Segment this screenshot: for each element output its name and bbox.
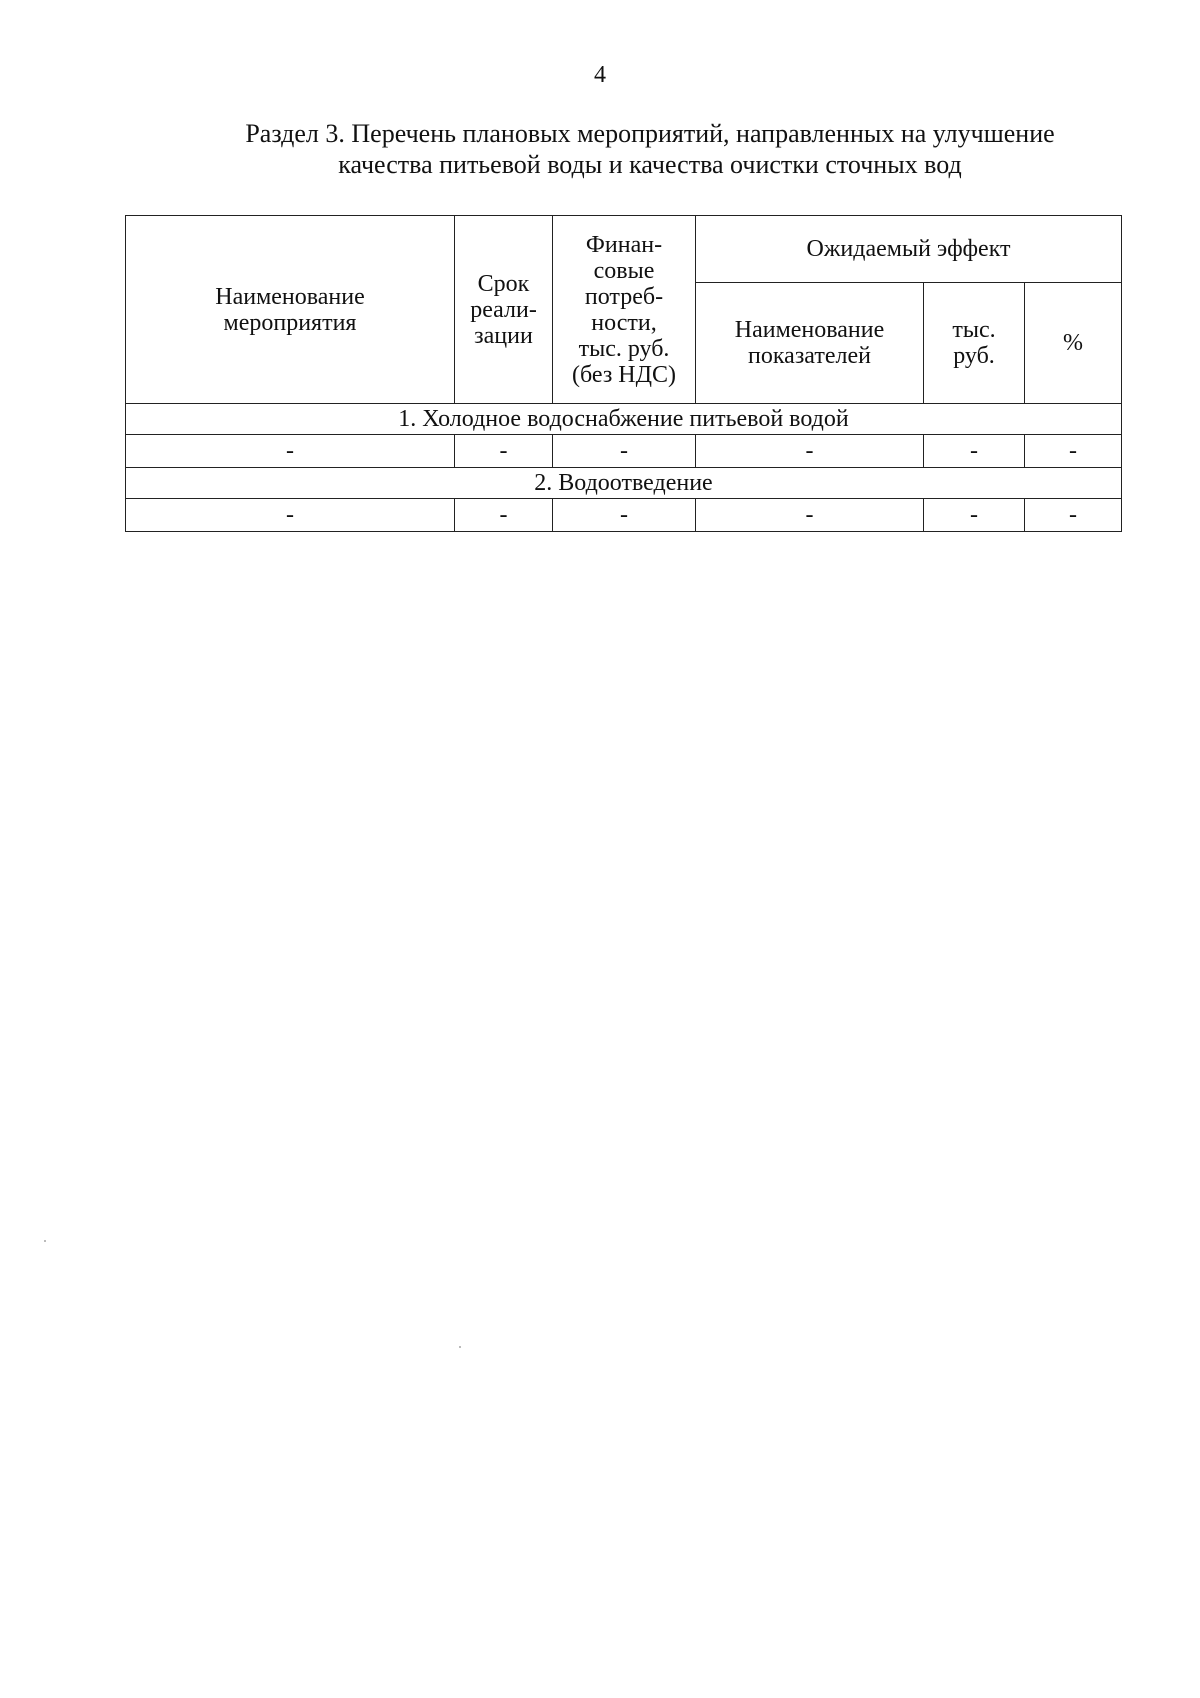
table-header-row: [126, 216, 1122, 283]
section-title-line-2: качества питьевой воды и качества очистки сточных вод: [338, 150, 962, 179]
table-cell: -: [1025, 435, 1122, 468]
table-cell: -: [126, 499, 455, 532]
header-implementation-term: Срок реали- зации: [455, 216, 553, 404]
table-row: [126, 499, 1122, 532]
table-cell: -: [455, 435, 553, 468]
header-indicator-name: Наименование показателей: [696, 283, 924, 404]
header-expected-effect: Ожидаемый эффект: [696, 216, 1122, 283]
section-title-wastewater: 2. Водоотведение: [126, 468, 1122, 499]
table-row: [126, 435, 1122, 468]
table-cell: -: [455, 499, 553, 532]
page-number: 4: [594, 62, 606, 88]
table-cell: -: [924, 435, 1025, 468]
section-row: [126, 468, 1122, 499]
table-cell: -: [924, 499, 1025, 532]
section-title-line-1: Раздел 3. Перечень плановых мероприятий, направленных на улучшение: [245, 119, 1055, 148]
header-financial-needs: Финан- совые потреб- ности, тыс. руб. (без НДС): [553, 216, 696, 404]
section-title: [150, 118, 1150, 180]
section-row: [126, 404, 1122, 435]
table-cell: -: [126, 435, 455, 468]
planned-measures-table: [125, 215, 1122, 532]
table-cell: -: [553, 499, 696, 532]
scan-mark: [459, 1346, 461, 1348]
table-cell: -: [696, 435, 924, 468]
scan-mark: [44, 1240, 46, 1242]
table-cell: -: [696, 499, 924, 532]
header-thousand-rub: тыс. руб.: [924, 283, 1025, 404]
header-measure-name: Наименование мероприятия: [126, 216, 455, 404]
table-cell: -: [1025, 499, 1122, 532]
section-title-cold-water: 1. Холодное водоснабжение питьевой водой: [126, 404, 1122, 435]
table-cell: -: [553, 435, 696, 468]
header-percent: %: [1025, 283, 1122, 404]
